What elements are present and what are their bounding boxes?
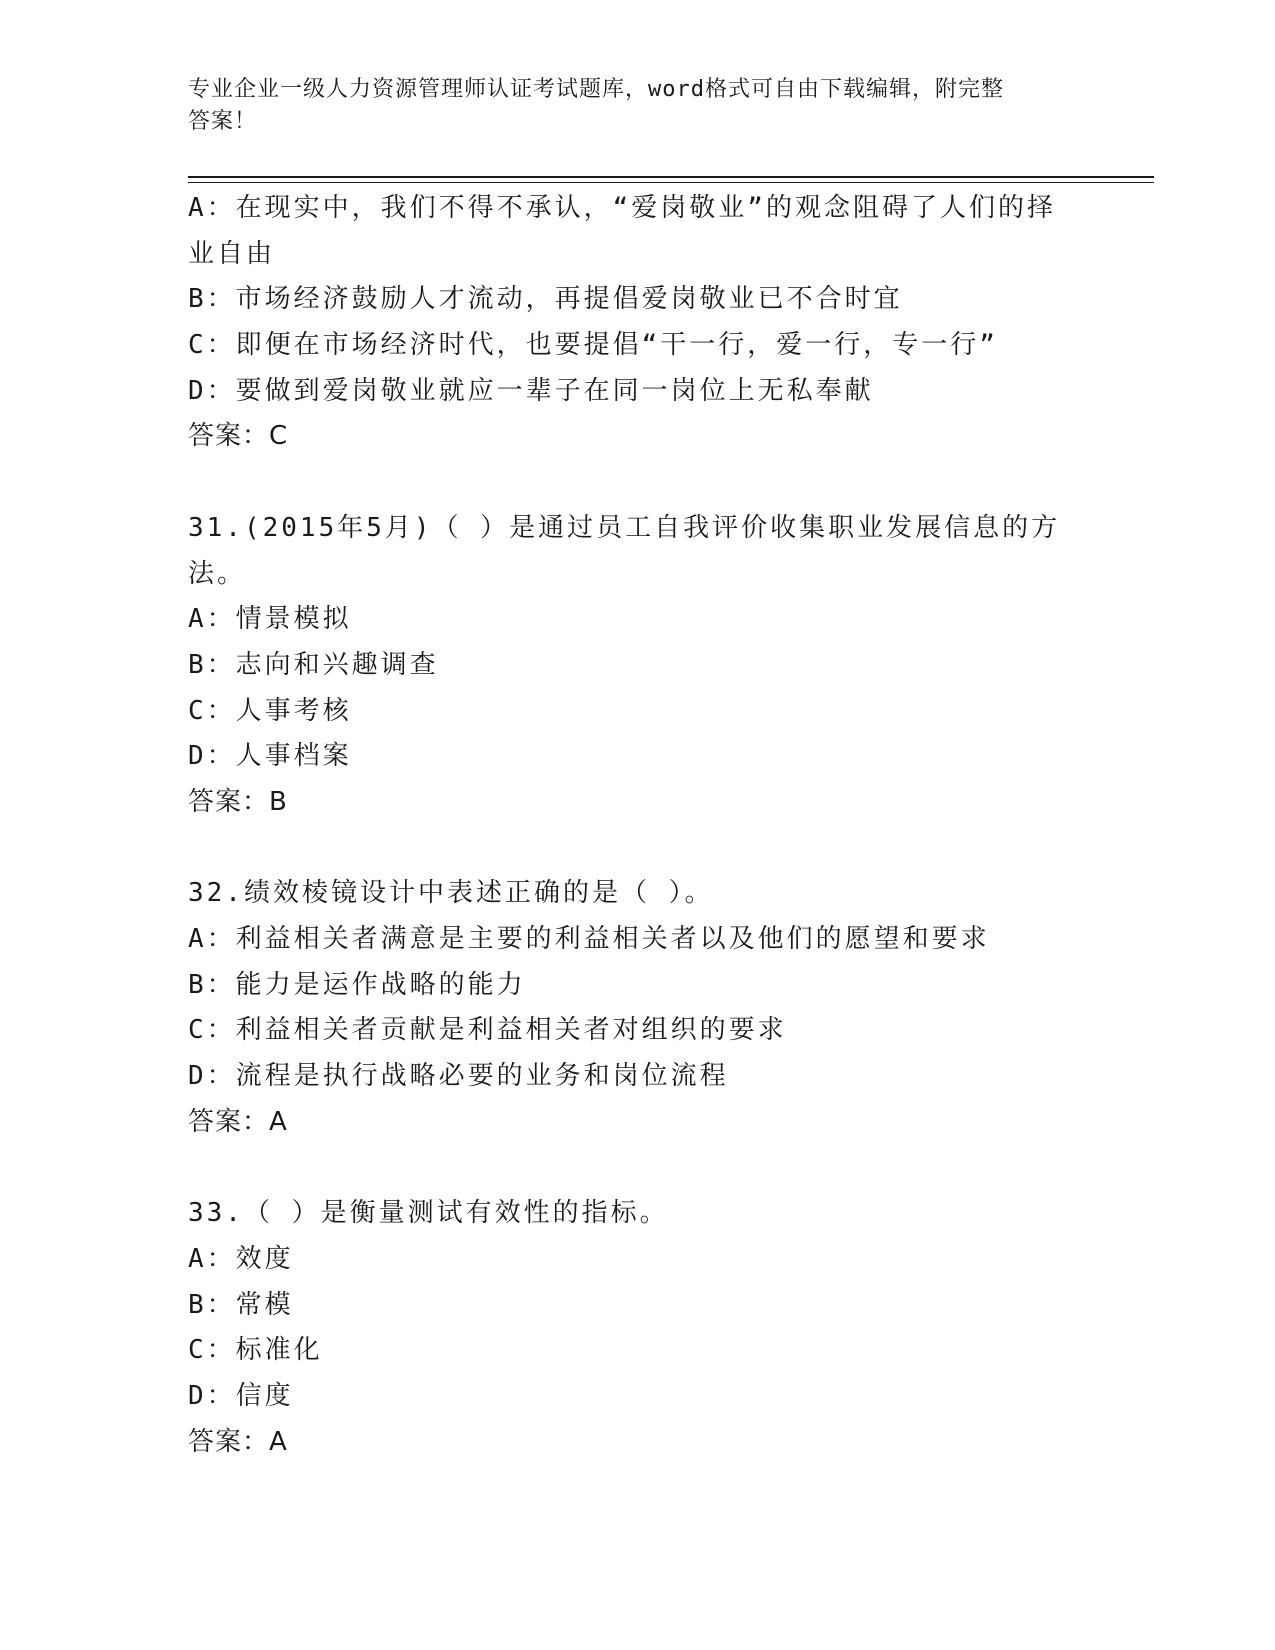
option-b: B：志向和兴趣调查 (188, 649, 439, 680)
option-a-line-1: A：在现实中，我们不得不承认，“爱岗敬业”的观念阻碍了人们的择 (188, 193, 1056, 223)
option-d: D：信度 (188, 1380, 294, 1411)
header-line-1: 专业企业一级人力资源管理师认证考试题库，word格式可自由下载编辑，附完整 (188, 77, 1004, 102)
header-rule-thick (188, 176, 1154, 178)
option-b: B：能力是运作战略的能力 (188, 969, 526, 1000)
question-33 (188, 1191, 1088, 1465)
option-d: D：人事档案 (188, 741, 352, 772)
question-32 (188, 871, 1088, 1145)
option-b: B：市场经济鼓励人才流动，再提倡爱岗敬业已不合时宜 (188, 284, 903, 315)
question-list (188, 186, 1088, 1465)
option-a: A：情景模拟 (188, 604, 352, 635)
question-stem: 33.（ ）是衡量测试有效性的指标。 (188, 1198, 669, 1229)
header-line-2: 答案！ (188, 109, 258, 134)
spacer (188, 826, 1088, 872)
option-a: A：效度 (188, 1243, 294, 1274)
option-a: A：利益相关者满意是主要的利益相关者以及他们的愿望和要求 (188, 924, 990, 954)
answer-label: 答案：A (188, 1426, 288, 1457)
question-31 (188, 506, 1088, 826)
option-c: C：标准化 (188, 1335, 323, 1366)
answer-label: 答案：A (188, 1106, 288, 1137)
option-d: D：要做到爱岗敬业就应一辈子在同一岗位上无私奉献 (188, 375, 874, 406)
question-stem-line-1: 31.(2015年5月)（ ）是通过员工自我评价收集职业发展信息的方 (188, 512, 1061, 543)
question-stem-line-2: 法。 (188, 558, 247, 589)
header-rule-thin (188, 182, 1154, 183)
document-header (188, 74, 1068, 138)
spacer (188, 1145, 1088, 1191)
option-d: D：流程是执行战略必要的业务和岗位流程 (188, 1061, 729, 1092)
option-c: C：即便在市场经济时代，也要提倡“干一行，爱一行，专一行” (188, 330, 998, 361)
spacer (188, 460, 1088, 506)
option-c: C：人事考核 (188, 695, 352, 726)
option-c: C：利益相关者贡献是利益相关者对组织的要求 (188, 1015, 787, 1046)
answer-label: 答案：B (188, 786, 288, 817)
question-30 (188, 186, 1088, 460)
option-a-line-2: 业自由 (188, 238, 276, 269)
question-stem: 32.绩效棱镜设计中表述正确的是（ ）。 (188, 878, 714, 909)
option-b: B：常模 (188, 1289, 294, 1320)
answer-label: 答案：C (188, 421, 289, 452)
